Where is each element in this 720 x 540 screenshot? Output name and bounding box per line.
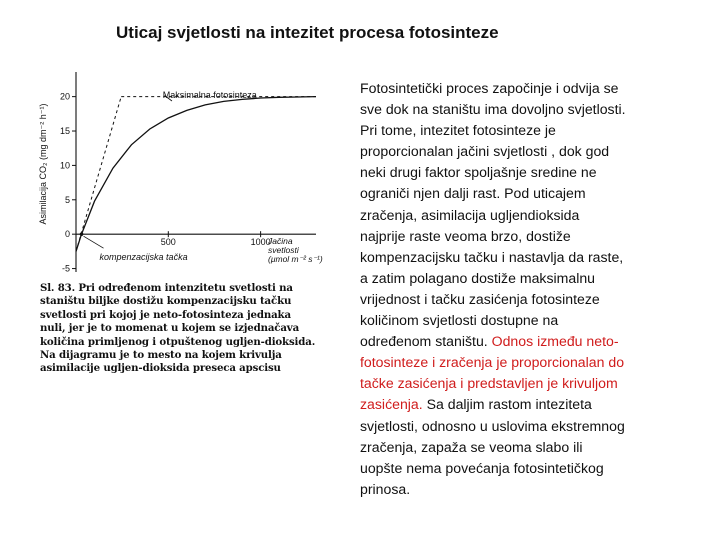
paragraph-segment: Odnos između neto- <box>491 333 619 350</box>
paragraph-segment: Sa daljim rastom inteziteta <box>422 396 592 413</box>
y-axis-label: Asimilacija CO₂ (mg dm⁻² h⁻¹) <box>38 103 48 225</box>
dashed-guide-line <box>76 97 121 252</box>
caption-line: Sl. 83. Pri određenom intenzitetu svetlosti na <box>40 282 293 294</box>
paragraph-line: fotosinteze i zračenja je proporcionalan do <box>360 354 625 371</box>
y-tick-label: 5 <box>64 194 70 205</box>
chart-canvas <box>34 68 324 280</box>
compensation-label: kompenzacijska tačka <box>99 252 188 263</box>
y-tick-label: 0 <box>64 229 70 240</box>
paragraph <box>360 78 690 500</box>
paragraph-line <box>360 394 690 415</box>
paragraph-line: prinosa. <box>360 480 411 497</box>
paragraph-line: neki drugi faktor spoljašnje sredine ne <box>360 164 597 181</box>
x-axis-label: (μmol m⁻² s⁻¹) <box>268 254 323 265</box>
x-axis-label: svetlosti <box>268 245 299 256</box>
x-tick-label: 1000 <box>250 237 271 248</box>
paragraph-line: Fotosintetički proces započinje i odvija se <box>360 80 619 96</box>
paragraph-line: a zatim polagano dostiže maksimalnu <box>360 269 596 286</box>
assimilation-curve <box>76 97 316 252</box>
y-tick-label: -5 <box>61 263 70 274</box>
caption-line: nuli, jer je to momenat u kojem se izjednačava <box>40 322 300 335</box>
caption-line: svetlosti pri kojoj je neto-fotosinteza jednaka <box>40 308 291 321</box>
compensation-point <box>80 232 84 236</box>
paragraph-line: zračenja, asimilacija ugljendioksida <box>360 206 580 223</box>
x-tick-label: 500 <box>160 237 176 248</box>
paragraph-line: vrijednost i tačku zasićenja fotosinteze <box>360 290 600 307</box>
paragraph-line: kompenzacijsku tačku i nastavlja da raste, <box>360 248 624 265</box>
figure-caption <box>40 282 316 376</box>
paragraph-line: sve dok na staništu ima dovoljno svjetlosti. <box>360 101 626 118</box>
compensation-leader <box>84 236 104 248</box>
paragraph-segment: zasićenja. <box>360 396 423 413</box>
paragraph-line: najprije raste veoma brzo, dostiže <box>360 227 571 244</box>
caption-line: Na dijagramu je to mesto na kojem krivulja <box>40 349 282 362</box>
x-axis-label: Jačina <box>268 236 293 247</box>
paragraph-segment: određenom staništu. <box>360 333 492 350</box>
paragraph-line: Pri tome, intezitet fotosinteze je <box>360 122 556 139</box>
photosynthesis-chart <box>34 68 324 280</box>
paragraph-line: zračenja, zapaža se veoma slabo ili <box>360 438 583 455</box>
paragraph-line <box>360 331 690 352</box>
page-title: Uticaj svjetlosti na intezitet procesa fotosinteze <box>116 23 499 42</box>
paragraph-line: proporcionalan jačini svjetlosti , dok god <box>360 143 610 160</box>
y-tick-label: 20 <box>59 91 70 102</box>
paragraph-line: tačke zasićenja i predstavljen je krivuljom <box>360 375 618 392</box>
y-tick-label: 15 <box>59 126 70 137</box>
max-photosynthesis-label: Maksimalna fotosinteza <box>162 90 257 100</box>
y-tick-label: 10 <box>59 160 70 171</box>
caption-line: asimilacije ugljen-dioksida preseca apscisu <box>40 362 281 375</box>
paragraph-line: svjetlosti, odnosno u uslovima ekstremnog <box>360 417 625 434</box>
paragraph-line: ograniči njen dalji rast. Pod uticajem <box>360 185 586 202</box>
paragraph-line: uopšte nema povećanja fotosintetičkog <box>360 459 604 476</box>
caption-line: staništu biljke dostižu kompenzacijsku tačku <box>40 295 292 308</box>
caption-line: količina primljenog i otpuštenog ugljen-dioksida. <box>40 335 316 348</box>
paragraph-line: količinom svjetlosti dostupne na <box>360 312 559 329</box>
